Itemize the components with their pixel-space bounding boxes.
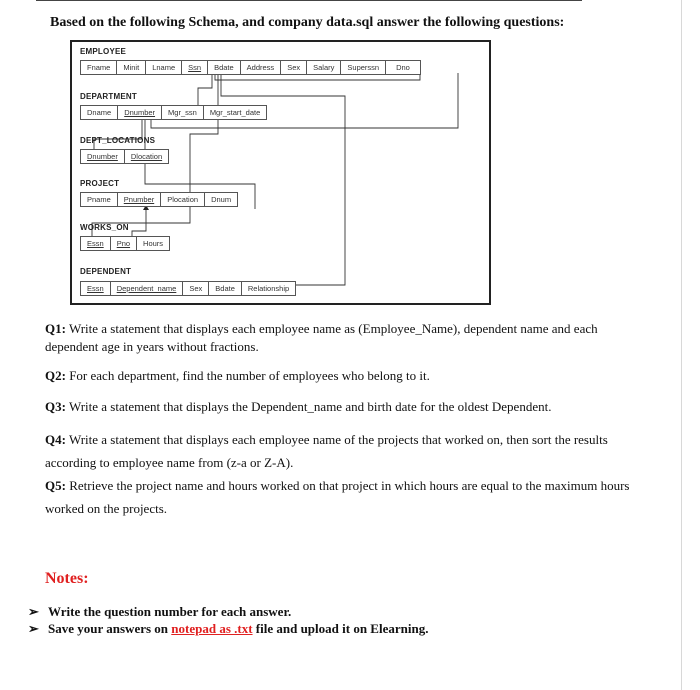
question-label: Q2: <box>45 368 66 383</box>
dependent-attr: Relationship <box>247 284 290 293</box>
department-attr: Dname <box>81 106 118 119</box>
question-label: Q5: <box>45 478 66 493</box>
employee-attr: Superssn <box>341 61 386 74</box>
top-rule <box>36 0 582 1</box>
project-attr: Plocation <box>161 193 205 206</box>
employee-attr: Address <box>241 61 282 74</box>
project-attr: Pname <box>81 193 118 206</box>
department-attr: Mgr_start_date <box>209 108 261 117</box>
works-on-attr: Hours <box>143 239 164 248</box>
department-table-name: DEPARTMENT <box>80 92 137 101</box>
question-label: Q1: <box>45 321 66 336</box>
note-text-before: Save your answers on <box>48 621 172 636</box>
dept-locations-table-name: DEPT_LOCATIONS <box>80 136 156 145</box>
question-label: Q4: <box>45 432 66 447</box>
right-rule <box>681 0 682 690</box>
works-on-table-name: WORKS_ON <box>80 223 129 232</box>
employee-attr: Lname <box>146 61 182 74</box>
dept-locations-attr-key: Dnumber <box>81 150 125 163</box>
employee-attr: Dno <box>396 63 410 72</box>
employee-attributes <box>80 60 421 75</box>
works-on-attr-key: Essn <box>81 237 111 250</box>
employee-attr: Sex <box>281 61 307 74</box>
dependent-table-name: DEPENDENT <box>80 267 132 276</box>
question-4 <box>45 428 645 474</box>
project-table-name: PROJECT <box>80 179 120 188</box>
department-attributes <box>80 105 267 120</box>
employee-table-name: EMPLOYEE <box>80 47 127 56</box>
question-1 <box>45 320 645 356</box>
page-heading: Based on the following Schema, and company data.sql answer the following questions: <box>50 15 565 30</box>
question-label: Q3: <box>45 399 66 414</box>
department-attr: Mgr_ssn <box>162 106 204 119</box>
works-on-attributes <box>80 236 170 251</box>
question-text: Write a statement that displays each employee name as (Employee_Name), dependent name and each dependent age in years without fractions. <box>45 321 598 354</box>
dependent-attr-key: Essn <box>81 282 111 295</box>
dependent-attributes <box>80 281 296 296</box>
works-on-attr-key: Pno <box>111 237 137 250</box>
question-2 <box>45 367 645 385</box>
employee-attr: Fname <box>81 61 117 74</box>
notepad-txt-highlight: notepad as .txt <box>171 621 253 636</box>
dependent-attr: Sex <box>183 282 209 295</box>
notes-title: Notes: <box>45 570 89 587</box>
arrow-bullet-icon: ➢ <box>28 604 39 619</box>
question-text: For each department, find the number of employees who belong to it. <box>69 368 430 383</box>
employee-attr: Salary <box>307 61 341 74</box>
employee-attr: Bdate <box>208 61 241 74</box>
question-text: Write a statement that displays the Dependent_name and birth date for the oldest Dependent. <box>68 399 552 414</box>
department-attr-key: Dnumber <box>118 106 162 119</box>
arrow-bullet-icon: ➢ <box>28 621 39 636</box>
employee-attr: Minit <box>117 61 146 74</box>
dept-locations-attr-key: Dlocation <box>130 152 163 161</box>
note-text: Write the question number for each answer. <box>48 604 292 619</box>
note-item-2 <box>28 621 428 637</box>
schema-relationship-lines <box>72 42 493 307</box>
question-text: Retrieve the project name and hours worked on that project in which hours are equal to the maximum hours worked on the projects. <box>45 478 630 516</box>
note-item-1 <box>28 604 291 620</box>
question-text: Write a statement that displays each employee name of the projects that worked on, then sort the results according to employee name from (z-a or Z-A). <box>45 432 608 470</box>
note-text-after: file and upload it on Elearning. <box>252 621 429 636</box>
dept-locations-attributes <box>80 149 169 164</box>
dependent-attr: Bdate <box>209 282 242 295</box>
project-attr: Dnum <box>211 195 232 204</box>
project-attr-key: Pnumber <box>118 193 161 206</box>
question-3 <box>45 398 645 416</box>
dependent-attr-key: Dependent_name <box>111 282 184 295</box>
employee-attr-key: Ssn <box>182 61 208 74</box>
project-attributes <box>80 192 238 207</box>
schema-diagram <box>70 40 491 305</box>
question-5 <box>45 474 645 520</box>
